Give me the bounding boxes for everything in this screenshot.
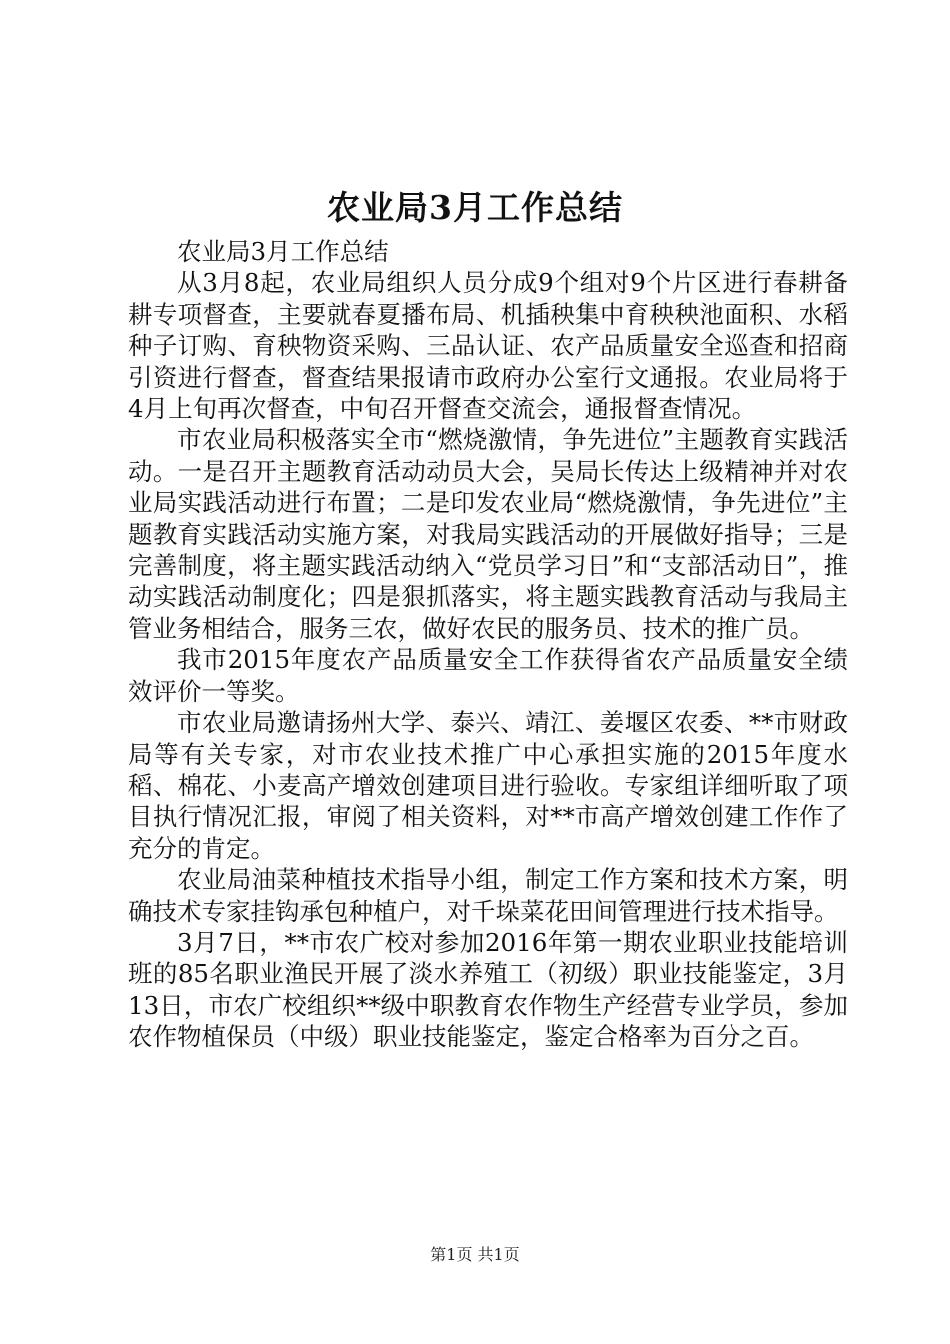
- body-paragraph: 市农业局邀请扬州大学、泰兴、靖江、姜堰区农委、**市财政局等有关专家，对市农业技术推广中心承担实施的2015年度水稻、棉花、小麦高产增效创建项目进行验收。专家组详细听取了项目执行情况汇报，审阅了相关资料，对**市高产增效创建工作作了充分的肯定。: [128, 708, 848, 863]
- page-number-footer: 第1页 共1页: [430, 1245, 520, 1264]
- document-body: [128, 236, 848, 1053]
- body-paragraph: 3月7日，**市农广校对参加2016年第一期农业职业技能培训班的85名职业渔民开展了淡水养殖工（初级）职业技能鉴定，3月13日，市农广校组织**级中职教育农作物生产经营专业学员，参加农作物植保员（中级）职业技能鉴定，鉴定合格率为百分之百。: [128, 927, 848, 1052]
- body-paragraph: 我市2015年度农产品质量安全工作获得省农产品质量安全绩效评价一等奖。: [128, 645, 848, 706]
- body-paragraph-heading: 农业局3月工作总结: [177, 237, 389, 266]
- body-paragraph: 市农业局积极落实全市“燃烧激情，争先进位”主题教育实践活动。一是召开主题教育活动动员大会，吴局长传达上级精神并对农业局实践活动进行布置；二是印发农业局“燃烧激情，争先进位”主题教育实践活动实施方案，对我局实践活动的开展做好指导；三是完善制度，将主题实践活动纳入“党员学习日”和“支部活动日”，推动实践活动制度化；四是狠抓落实，将主题实践教育活动与我局主管业务相结合，服务三农，做好农民的服务员、技术的推广员。: [128, 425, 848, 643]
- document-title: 农业局3月工作总结: [327, 188, 623, 227]
- body-paragraph: 农业局油菜种植技术指导小组，制定工作方案和技术方案，明确技术专家挂钩承包种植户，对千垛菜花田间管理进行技术指导。: [128, 865, 848, 926]
- body-paragraph: 从3月8起，农业局组织人员分成9个组对9个片区进行春耕备耕专项督查，主要就春夏播布局、机插秧集中育秧秧池面积、水稻种子订购、育秧物资采购、三品认证、农产品质量安全巡查和招商引资进行督查，督查结果报请市政府办公室行文通报。农业局将于4月上旬再次督查，中旬召开督查交流会，通报督查情况。: [128, 268, 848, 424]
